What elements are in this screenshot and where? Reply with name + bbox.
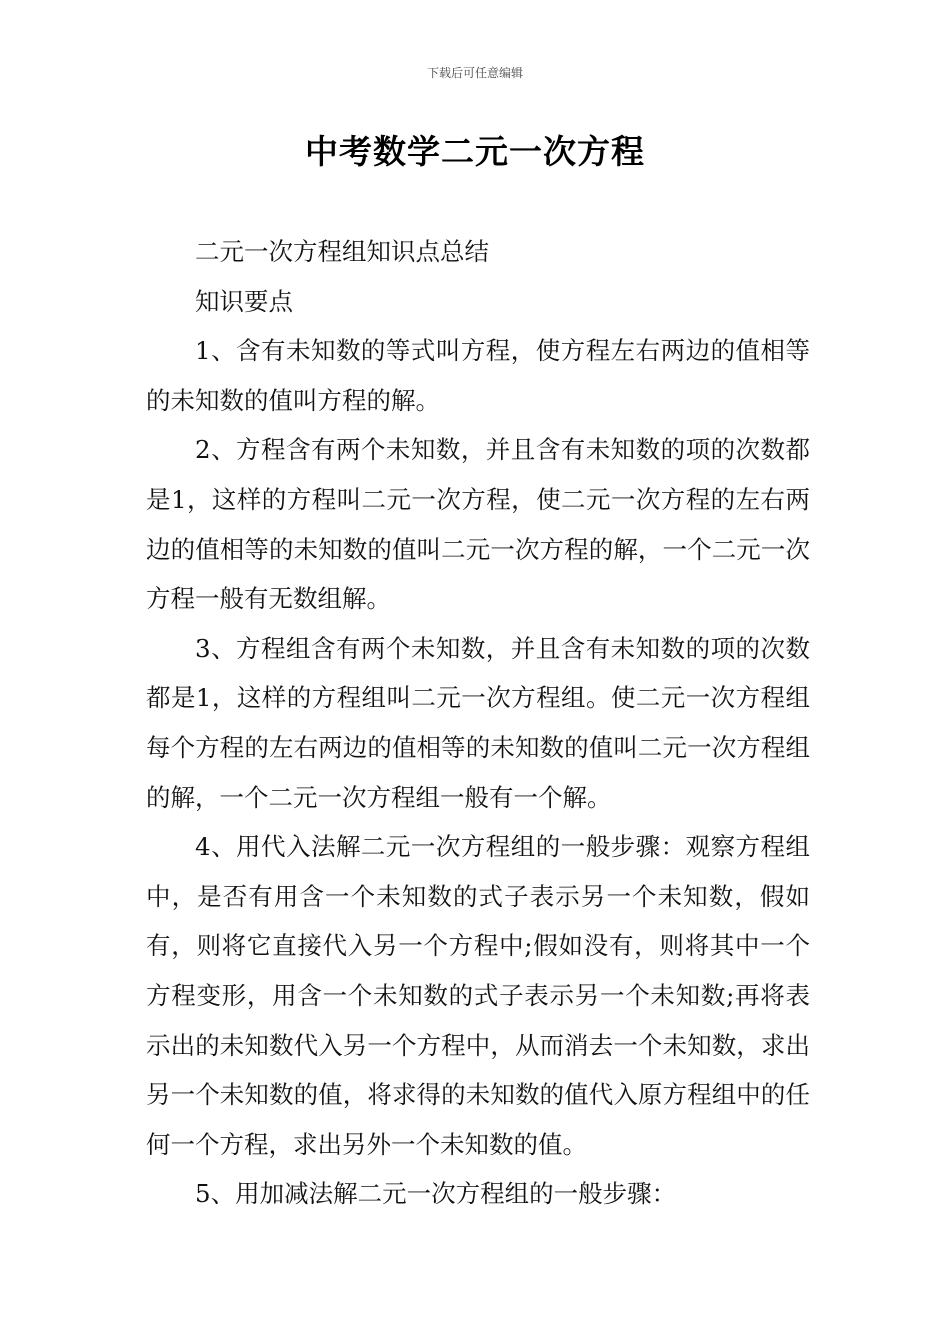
section-heading: 二元一次方程组知识点总结 bbox=[195, 237, 489, 266]
paragraph-point-2: 2、方程含有两个未知数，并且含有未知数的项的次数都是1，这样的方程叫二元一次方程，使二元一次方程的左右两边的值相等的未知数的值叫二元一次方程的解，一个二元一次方程一般有无数组解。 bbox=[146, 435, 810, 614]
paragraph-point-4: 4、用代入法解二元一次方程组的一般步骤：观察方程组中，是否有用含一个未知数的式子表示另一个未知数，假如有，则将它直接代入另一个方程中;假如没有，则将其中一个方程变形，用含一个未知数的式子表示另一个未知数;再将表示出的未知数代入另一个方程中，从而消去一个未知数，求出另一个未知数的值，将求得的未知数的值代入原方程组中的任何一个方程，求出另外一个未知数的值。 bbox=[146, 832, 810, 1159]
paragraph-point-3: 3、方程组含有两个未知数，并且含有未知数的项的次数都是1，这样的方程组叫二元一次方程组。使二元一次方程组每个方程的左右两边的值相等的未知数的值叫二元一次方程组的解，一个二元一次方程组一般有一个解。 bbox=[146, 633, 810, 812]
document-title: 中考数学二元一次方程 bbox=[305, 132, 645, 171]
header-note: 下载后可任意编辑 bbox=[426, 66, 523, 80]
paragraph-point-5: 5、用加减法解二元一次方程组的一般步骤： bbox=[195, 1179, 677, 1209]
paragraph-point-1: 1、含有未知数的等式叫方程，使方程左右两边的值相等的未知数的值叫方程的解。 bbox=[146, 336, 810, 415]
document-body bbox=[146, 227, 810, 1219]
subsection-heading: 知识要点 bbox=[195, 286, 293, 316]
